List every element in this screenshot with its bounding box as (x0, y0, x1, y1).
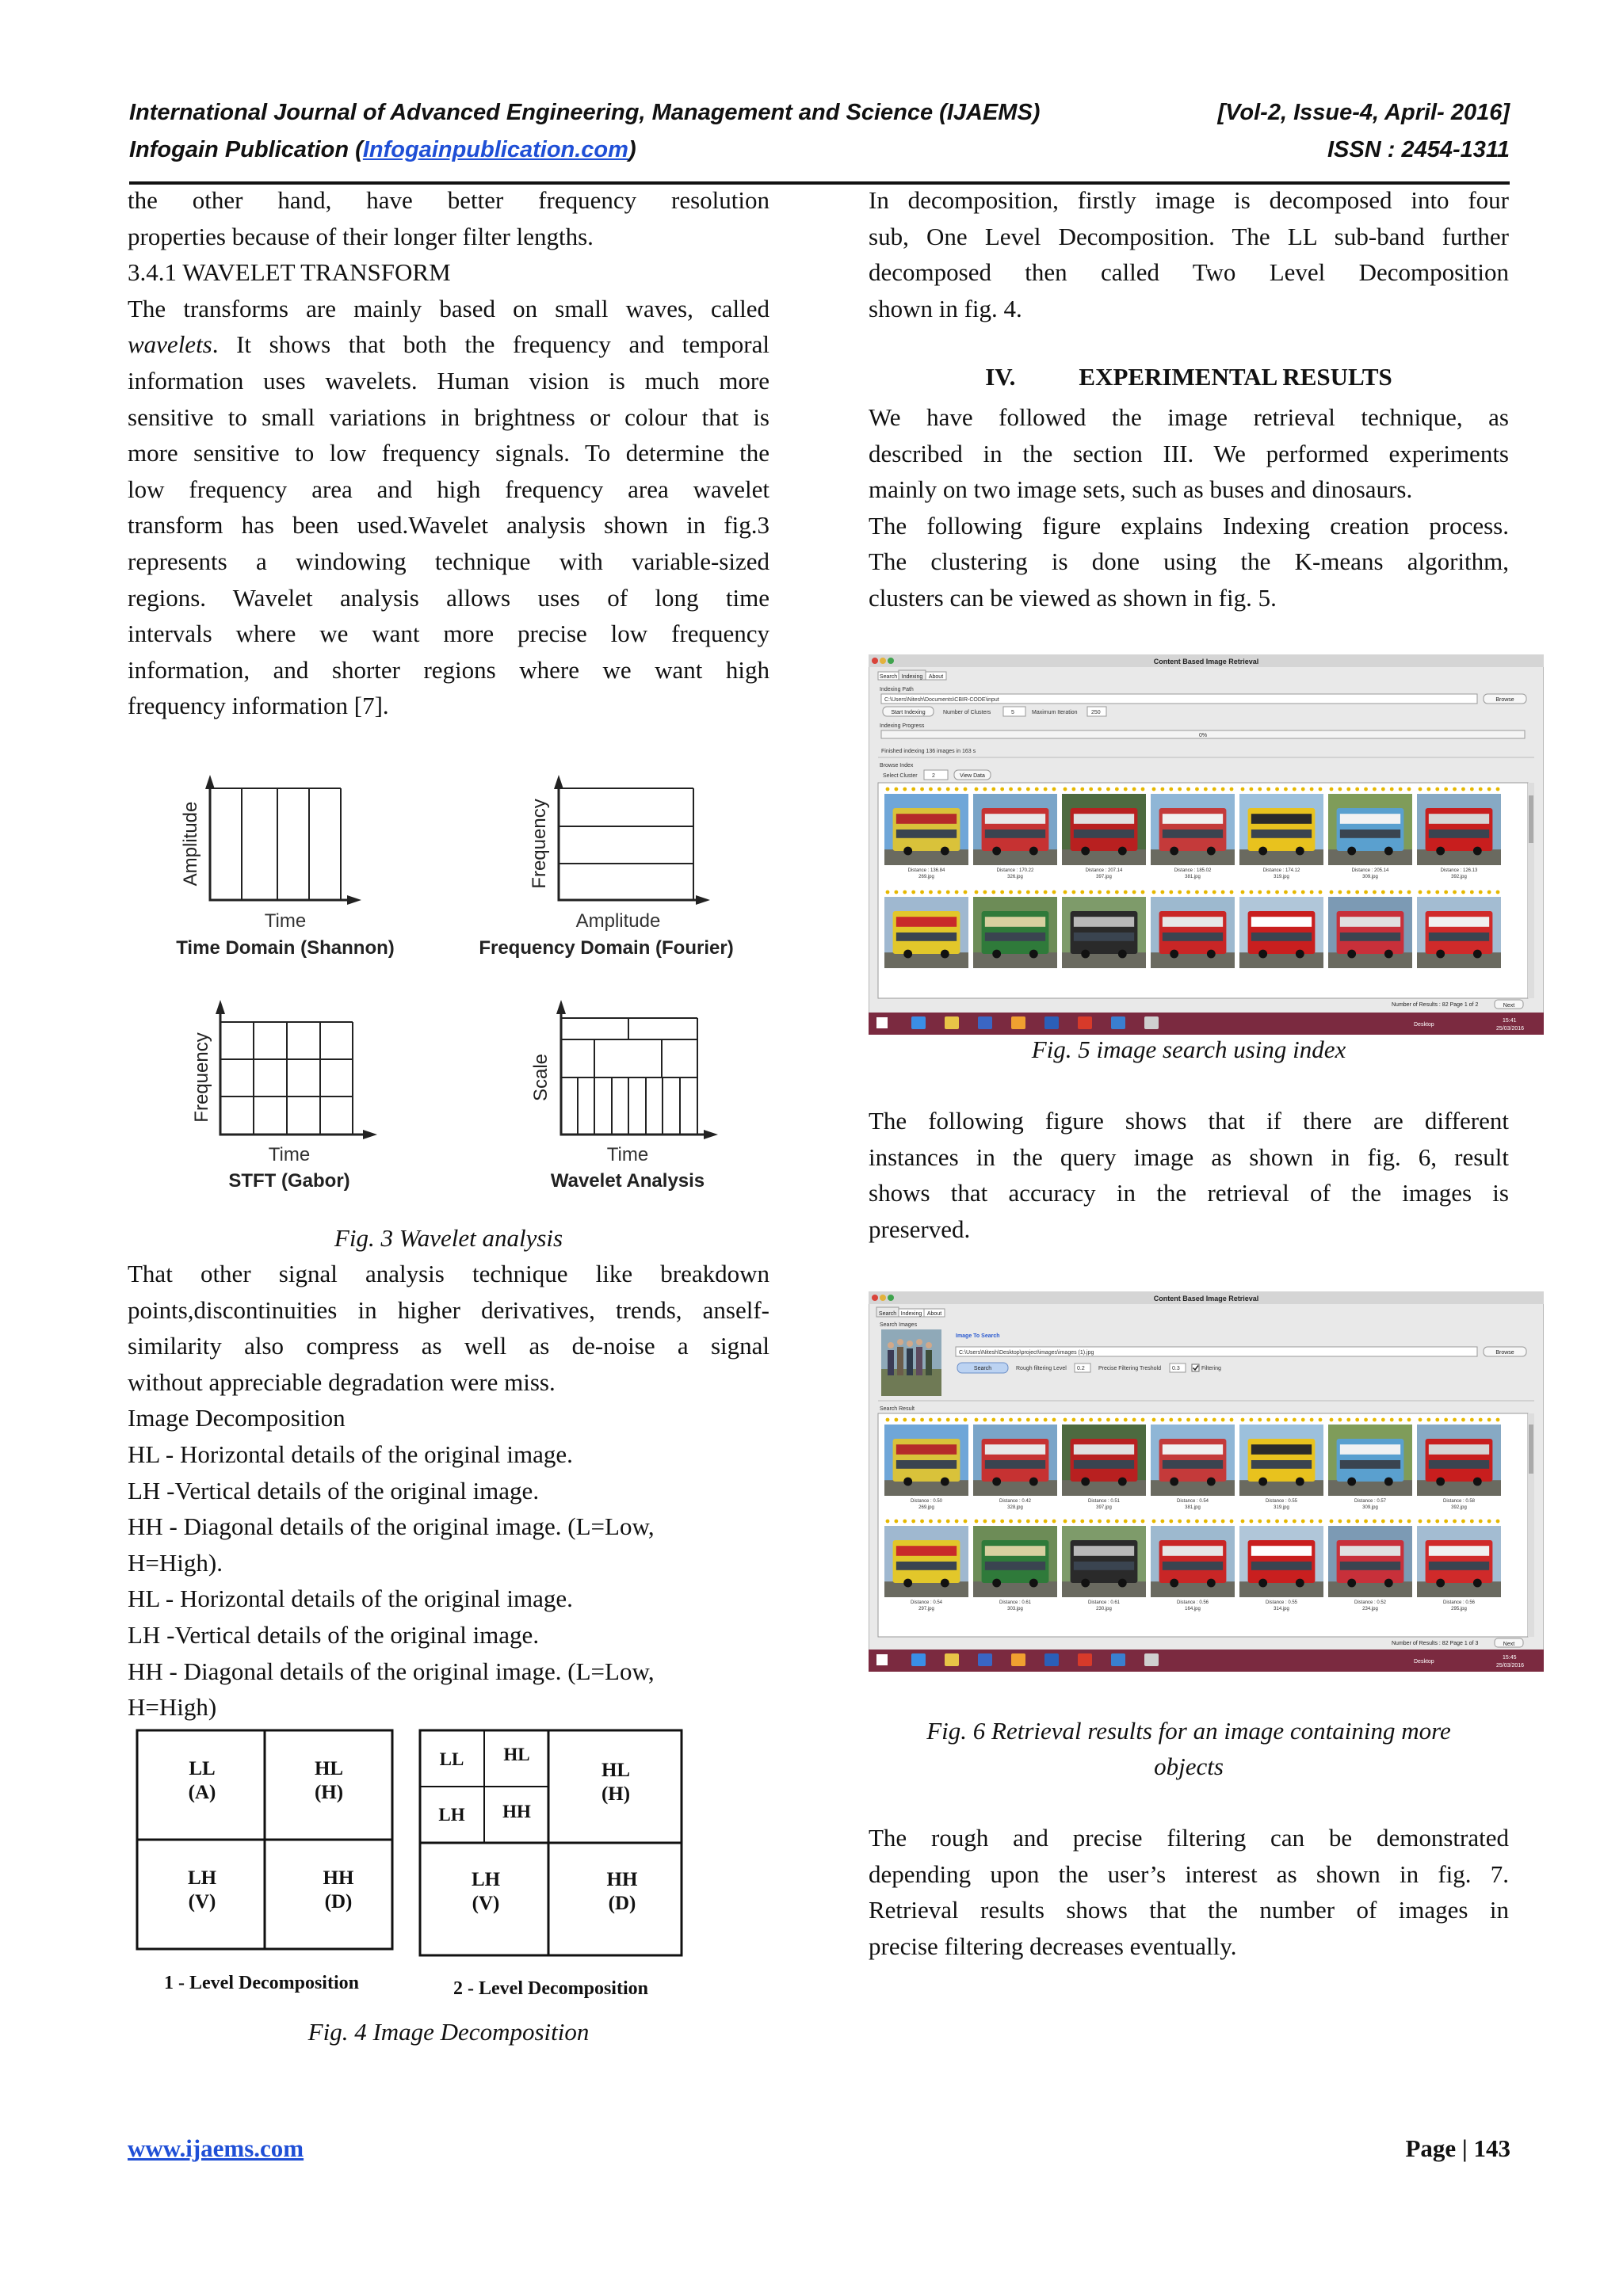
svg-text:Browse: Browse (1495, 697, 1514, 703)
result-distance: Distance : 205.14 (1351, 868, 1389, 873)
svg-text:HL: HL (503, 1745, 530, 1764)
svg-text:Number of Results : 82 Page 1: Number of Results : 82 Page 1 of 3 (1392, 1641, 1479, 1646)
svg-text:Search: Search (878, 1311, 897, 1317)
svg-text:25/03/2016: 25/03/2016 (1496, 1026, 1525, 1032)
svg-text:(V): (V) (472, 1893, 500, 1914)
taskbar-app-icon[interactable] (1011, 1653, 1025, 1666)
axis-label: Frequency (529, 799, 550, 889)
result-distance: Distance : 0.51 (1087, 1499, 1121, 1504)
svg-text:Rough filtering Level: Rough filtering Level (1016, 1366, 1067, 1371)
result-distance: Distance : 0.50 (910, 1499, 943, 1504)
running-header (129, 100, 1510, 126)
svg-text:Indexing: Indexing (900, 1311, 922, 1317)
panel-title: Wavelet Analysis (550, 1170, 705, 1192)
result-thumbnail[interactable] (1417, 891, 1501, 968)
svg-text:LH: LH (187, 1867, 217, 1889)
result-distance: Distance : 170.22 (996, 868, 1034, 873)
svg-text:Number of Results : 82 Page 1: Number of Results : 82 Page 1 of 2 (1392, 1002, 1479, 1008)
svg-text:Next: Next (1503, 1003, 1515, 1009)
taskbar-app-icon[interactable] (1111, 1653, 1125, 1666)
svg-text:15:45: 15:45 (1503, 1655, 1517, 1661)
figure-3-caption: Fig. 3 Wavelet analysis (334, 1224, 563, 1252)
publisher-link[interactable]: Infogainpublication.com (362, 137, 628, 162)
svg-text:(V): (V) (188, 1891, 216, 1913)
panel-title: Time Domain (Shannon) (176, 937, 395, 959)
taskbar-app-icon[interactable] (1144, 1653, 1159, 1666)
svg-text:Browse Index: Browse Index (880, 763, 914, 769)
result-thumbnail[interactable] (973, 891, 1057, 968)
result-filename: 397.jpg (1096, 1505, 1112, 1510)
svg-text:HL: HL (314, 1758, 344, 1779)
svg-text:Next: Next (1503, 1642, 1515, 1647)
svg-text:(D): (D) (608, 1893, 636, 1914)
result-filename: 392.jpg (1451, 1505, 1467, 1510)
svg-text:0.2: 0.2 (1077, 1366, 1085, 1371)
volume-info: [Vol-2, Issue-4, April- 2016] (1217, 100, 1510, 125)
svg-text:C:\Users\Nitesh\Documents\CBIR: C:\Users\Nitesh\Documents\CBIR-CODE\input (884, 697, 999, 703)
window-title: Content Based Image Retrieval (1153, 1295, 1259, 1302)
result-distance: Distance : 0.61 (999, 1600, 1032, 1605)
taskbar-app-icon[interactable] (945, 1653, 959, 1666)
decomposition-label: 1 - Level Decomposition (164, 1973, 359, 1993)
axis-label: Time (268, 1144, 311, 1165)
svg-text:LL: LL (439, 1749, 464, 1769)
result-filename: 319.jpg (1274, 1505, 1289, 1510)
taskbar-app-icon[interactable] (1111, 1016, 1125, 1029)
right-column-top: In decomposition, firstly image is decomposed into four sub, One Level Decomposition. The LL sub-band further decomposed then called Two Level Decomposition shown in fig. 4. (869, 186, 1509, 322)
result-filename: 309.jpg (1362, 1505, 1378, 1510)
axis-label: Time (606, 1144, 649, 1165)
svg-text:HH: HH (323, 1867, 354, 1889)
start-icon[interactable] (876, 1654, 888, 1665)
result-distance: Distance : 0.55 (1265, 1499, 1298, 1504)
taskbar-app-icon[interactable] (978, 1016, 992, 1029)
svg-text:Precise Filtering Treshold: Precise Filtering Treshold (1098, 1366, 1161, 1371)
svg-text:2: 2 (932, 773, 935, 779)
result-distance: Distance : 0.54 (910, 1600, 943, 1605)
result-filename: 326.jpg (1007, 875, 1023, 879)
svg-text:Indexing Path: Indexing Path (880, 687, 914, 692)
svg-text:Select Cluster: Select Cluster (883, 773, 918, 779)
result-distance: Distance : 185.02 (1174, 868, 1212, 873)
right-column-fig6-text: The following figure shows that if there are different instances in the query image as shown in fig. 6, result shows that accuracy in the retrieval of the images is preserved. (869, 1107, 1509, 1243)
journal-name: International Journal of Advanced Engineering, Management and Science (IJAEMS) (129, 100, 1041, 125)
result-distance: Distance : 207.14 (1085, 868, 1123, 873)
axis-label: Amplitude (180, 801, 201, 887)
window-title: Content Based Image Retrieval (1153, 658, 1259, 666)
svg-text:C:\Users\Nitesh\Desktop\projec: C:\Users\Nitesh\Desktop\project\images\images (1).jpg (959, 1350, 1094, 1356)
taskbar-app-icon[interactable] (945, 1016, 959, 1029)
result-distance: Distance : 0.61 (1087, 1600, 1121, 1605)
decomposition-label: 2 - Level Decomposition (453, 1978, 648, 1999)
svg-text:Desktop: Desktop (1414, 1022, 1434, 1028)
taskbar-app-icon[interactable] (911, 1016, 926, 1029)
svg-text:Filtering: Filtering (1201, 1366, 1221, 1371)
figure-3-wavelet-analysis (127, 761, 777, 1204)
svg-text:Indexing: Indexing (901, 674, 923, 680)
result-distance: Distance : 174.12 (1262, 868, 1300, 873)
taskbar-app-icon[interactable] (978, 1653, 992, 1666)
result-thumbnail[interactable] (1239, 891, 1323, 968)
svg-text:Maximum Iteration: Maximum Iteration (1032, 710, 1078, 715)
axis-label: Time (264, 910, 307, 932)
svg-text:Indexing Progress: Indexing Progress (880, 723, 925, 729)
issn: ISSN : 2454-1311 (1327, 137, 1510, 162)
panel-title: STFT (Gabor) (228, 1170, 350, 1192)
figure-4-image-decomposition (131, 1727, 693, 2004)
taskbar-app-icon[interactable] (1044, 1016, 1059, 1029)
svg-text:HL: HL (601, 1760, 631, 1781)
taskbar-app-icon[interactable] (911, 1653, 926, 1666)
taskbar-app-icon[interactable] (1078, 1016, 1092, 1029)
svg-text:Image To Search: Image To Search (956, 1333, 1000, 1339)
two-level-decomposition (420, 1730, 682, 1999)
svg-text:Number of Clusters: Number of Clusters (943, 710, 991, 715)
svg-text:(H): (H) (314, 1782, 344, 1803)
figure-6-screenshot (869, 1291, 1544, 1672)
svg-text:LL: LL (189, 1758, 216, 1779)
svg-text:(D): (D) (324, 1891, 353, 1913)
start-icon[interactable] (876, 1017, 888, 1028)
taskbar-app-icon[interactable] (1144, 1016, 1159, 1029)
result-filename: 303.jpg (1007, 1607, 1023, 1611)
footer-site (128, 2134, 304, 2163)
svg-text:0%: 0% (1198, 733, 1208, 738)
result-filename: 234.jpg (1362, 1607, 1378, 1611)
figure-5-caption: Fig. 5 image search using index (1031, 1035, 1346, 1063)
result-distance: Distance : 0.52 (1354, 1600, 1387, 1605)
page-number: Page | 143 (1405, 2134, 1510, 2162)
svg-text:HH: HH (606, 1869, 638, 1890)
svg-text:LH: LH (438, 1805, 465, 1825)
result-filename: 328.jpg (1007, 1505, 1023, 1510)
query-image (881, 1329, 941, 1396)
result-filename: 309.jpg (1362, 875, 1378, 879)
right-column-mid: We have followed the image retrieval technique, as described in the section III. We performed experiments mainly on two image sets, such as buses and dinosaurs. The following figure explains Indexing creation process. The clustering is done using the K-means algorithm, clusters can be viewed as shown in fig. 5. (869, 403, 1509, 612)
axis-label: Scale (530, 1053, 552, 1102)
figure-6-caption: Fig. 6 Retrieval results for an image containing more objects (926, 1717, 1451, 1780)
result-filename: 319.jpg (1274, 875, 1289, 879)
publisher-line: Infogain Publication (Infogainpublication.com) ISSN : 2454-1311 (129, 137, 1510, 162)
svg-text:Desktop: Desktop (1414, 1659, 1434, 1665)
result-distance: Distance : 0.55 (1265, 1600, 1298, 1605)
result-distance: Distance : 126.13 (1440, 868, 1478, 873)
axis-label: Amplitude (575, 910, 661, 932)
svg-text:View Data: View Data (960, 773, 985, 779)
axis-label: Frequency (191, 1032, 212, 1123)
result-filename: 297.jpg (918, 1607, 934, 1611)
site-link[interactable]: www.ijaems.com (128, 2134, 304, 2162)
svg-text:Search Result: Search Result (880, 1406, 915, 1412)
svg-text:Browse: Browse (1495, 1350, 1514, 1356)
result-filename: 381.jpg (1185, 875, 1201, 879)
svg-text:(H): (H) (601, 1783, 631, 1805)
result-filename: 269.jpg (918, 1505, 934, 1510)
taskbar-app-icon[interactable] (1044, 1653, 1059, 1666)
left-column-bottom: That other signal analysis technique like breakdown points,discontinuities in higher derivatives, trends, anself- similarity also compress as well as de-noise a signal without appreciable degradation were miss. Image Decomposition HL - Horizontal details of the original image. LH -Vertical details of the original image. HH - Diagonal details of the original image. (L=Low, H=High). HL - Horizontal details of the original image. LH -Vertical details of the original image. HH - Diagonal details of the original image. (L=Low, H=High) (128, 1260, 769, 1722)
result-distance: Distance : 0.56 (1442, 1600, 1476, 1605)
result-distance: Distance : 136.84 (907, 868, 945, 873)
taskbar-app-icon[interactable] (1011, 1016, 1025, 1029)
panel-time-domain (176, 775, 395, 959)
result-thumbnail[interactable] (1151, 891, 1235, 968)
one-level-decomposition (137, 1730, 392, 1993)
right-column-bottom: The rough and precise filtering can be demonstrated depending upon the user’s interest as shown in fig. 7. Retrieval results shows that the number of images in precise filtering decreases eventually. (869, 1824, 1509, 1960)
result-distance: Distance : 0.42 (999, 1499, 1032, 1504)
result-filename: 314.jpg (1274, 1607, 1289, 1611)
result-filename: 392.jpg (1451, 875, 1467, 879)
result-distance: Distance : 0.58 (1442, 1499, 1476, 1504)
result-filename: 381.jpg (1185, 1505, 1201, 1510)
result-filename: 295.jpg (1451, 1607, 1467, 1611)
svg-text:15:41: 15:41 (1503, 1018, 1517, 1024)
figure-4-caption: Fig. 4 Image Decomposition (307, 2018, 590, 2046)
svg-text:HH: HH (502, 1802, 531, 1821)
svg-text:Start Indexing: Start Indexing (891, 710, 926, 715)
panel-stft (191, 1000, 377, 1192)
result-thumbnail[interactable] (884, 891, 968, 968)
result-thumbnail[interactable] (1328, 891, 1412, 968)
svg-text:Search: Search (879, 674, 898, 680)
left-column-top: the other hand, have better frequency resolution properties because of their longer filter lengths. 3.4.1 WAVELET TRANSFORM The transforms are mainly based on small waves, called wavelets. It shows that both the frequency and temporal information uses wavelets. Human vision is much more sensitive to small variations in brightness or colour that is more sensitive to low frequency signals. To determine the low frequency area and high frequency area wavelet transform has been used.Wavelet analysis shown in fig.3 represents a windowing technique with variable-sized regions. Wavelet analysis allows uses of long time intervals where we want more precise low frequency information, and shorter regions where we want high frequency information [7]. (128, 186, 769, 720)
result-filename: 230.jpg (1096, 1607, 1112, 1611)
svg-text:5: 5 (1011, 710, 1014, 715)
svg-text:About: About (928, 674, 944, 680)
svg-text:250: 250 (1091, 710, 1101, 715)
panel-title: Frequency Domain (Fourier) (479, 937, 734, 959)
figure-5-screenshot (869, 654, 1544, 1035)
svg-text:25/03/2016: 25/03/2016 (1496, 1663, 1525, 1669)
panel-wavelet (530, 1000, 718, 1192)
section-heading: IV. EXPERIMENTAL RESULTS (985, 363, 1392, 391)
result-distance: Distance : 0.57 (1354, 1499, 1387, 1504)
svg-text:Search Images: Search Images (880, 1322, 918, 1328)
result-distance: Distance : 0.56 (1176, 1600, 1209, 1605)
panel-frequency-domain (479, 775, 733, 959)
result-filename: 397.jpg (1096, 875, 1112, 879)
result-thumbnail[interactable] (1062, 891, 1146, 968)
taskbar-app-icon[interactable] (1078, 1653, 1092, 1666)
svg-text:About: About (926, 1311, 942, 1317)
svg-text:LH: LH (471, 1869, 501, 1890)
result-filename: 269.jpg (918, 875, 934, 879)
subsection-heading: 3.4.1 WAVELET TRANSFORM (128, 258, 451, 287)
svg-text:Finished indexing 136 images i: Finished indexing 136 images in 163 s (881, 749, 976, 754)
svg-text:Search: Search (973, 1366, 992, 1371)
svg-text:(A): (A) (188, 1782, 216, 1803)
result-distance: Distance : 0.54 (1176, 1499, 1209, 1504)
result-filename: 164.jpg (1185, 1607, 1201, 1611)
svg-text:0.3: 0.3 (1172, 1366, 1180, 1371)
